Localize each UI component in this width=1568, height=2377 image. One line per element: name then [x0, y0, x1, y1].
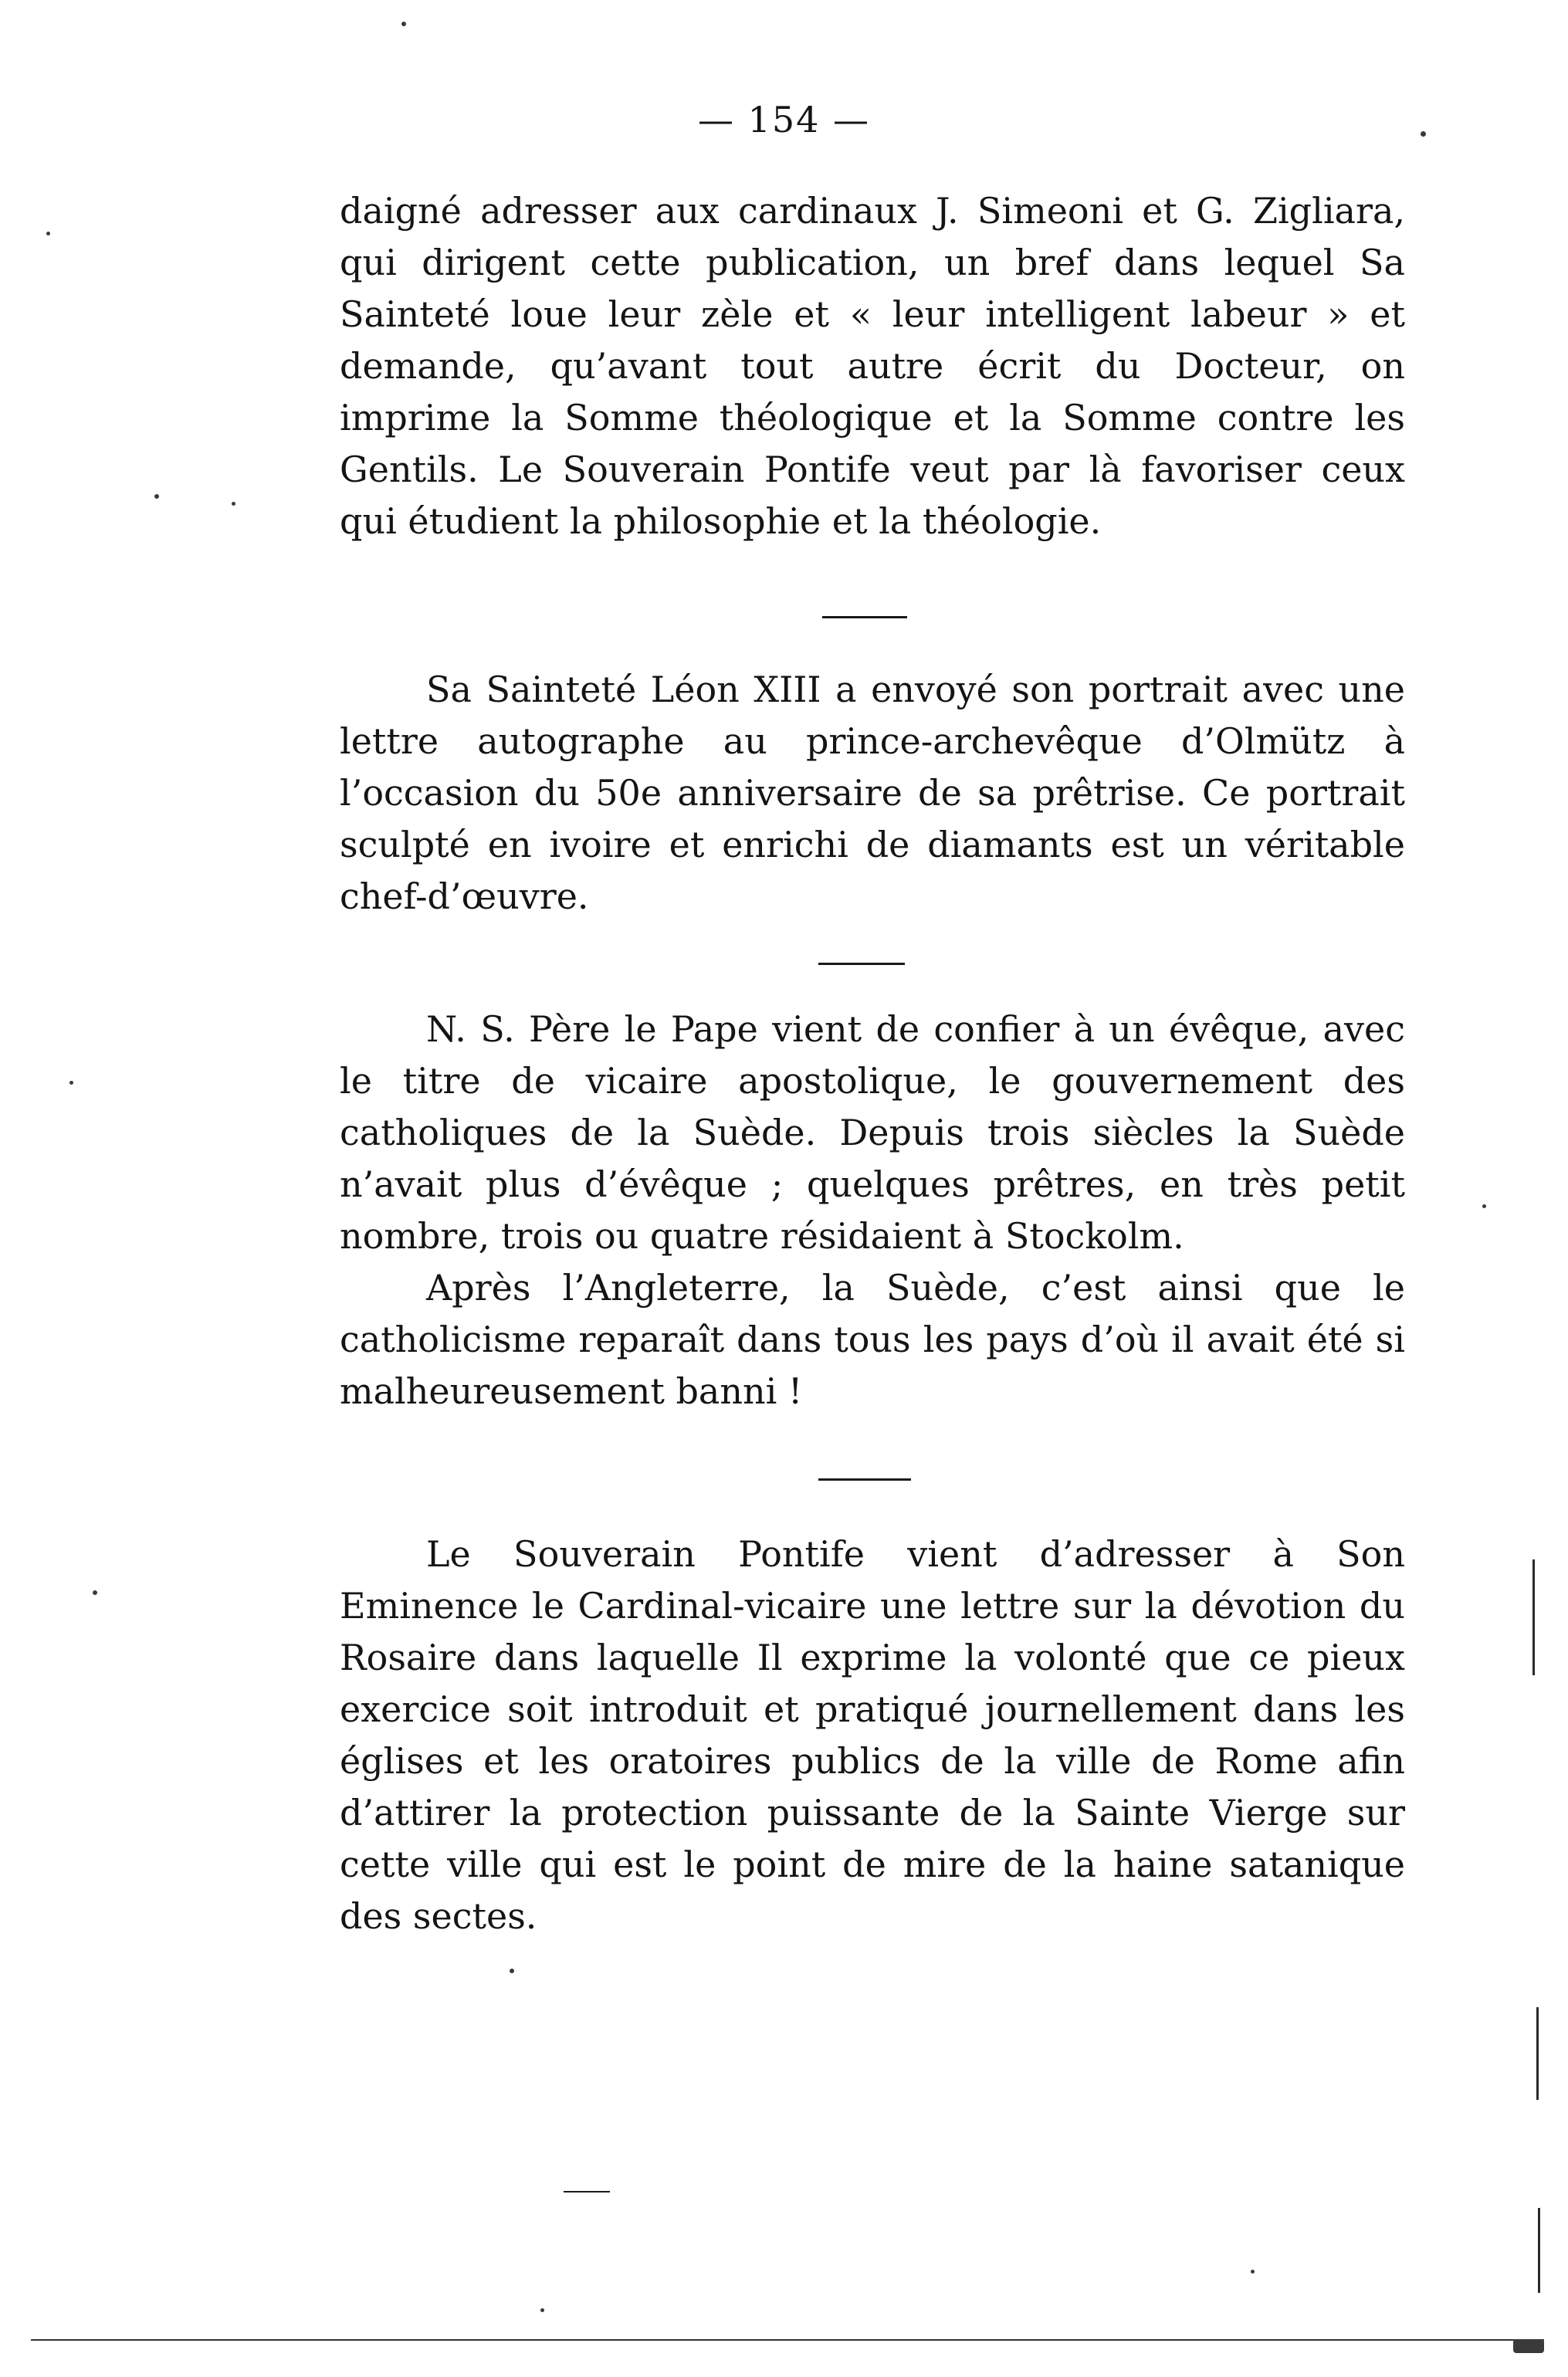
paragraph-5: Le Souverain Pontife vient d’adresser à Son Eminence le Cardinal-vicaire une lettre sur la dévotion du Rosaire dans laquelle Il exprime la volonté que ce pieux exercice soit introduit et pratiqué journellement dans les églises et les oratoires publics de la ville de Rome afin d’attirer la protection puissante de la Sainte Vierge sur cette ville qui est le point de mire de la haine satanique des sectes.: [340, 1533, 1405, 1937]
paragraph-block-1: [340, 185, 1405, 547]
margin-mark: [1532, 1559, 1535, 1675]
paragraph-block-2: [340, 664, 1405, 923]
scan-speck: [1482, 1204, 1486, 1208]
scan-speck: [510, 1969, 514, 1973]
paragraph-block-4: [340, 1529, 1405, 1942]
scan-speck: [154, 494, 159, 499]
scan-speck: [93, 1590, 97, 1595]
scan-speck: [69, 1081, 73, 1085]
paragraph-2: Sa Sainteté Léon XIII a envoyé son portrait avec une lettre autographe au prince-archevêque d’Olmütz à l’occasion du 50e anniversaire de sa prêtrise. Ce portrait sculpté en ivoire et enrichi de diamants est un véritable chef-d’œuvre.: [340, 669, 1405, 917]
scan-speck: [232, 502, 235, 506]
separator-1: [822, 616, 907, 618]
scan-speck: [540, 2308, 544, 2312]
paragraph-block-3: [340, 1004, 1405, 1417]
stray-dash: [564, 2191, 610, 2192]
scan-speck: [401, 22, 406, 26]
page-number: — 154 —: [697, 99, 871, 141]
paragraph-4: Après l’Angleterre, la Suède, c’est ainsi que le catholicisme reparaît dans tous les pays d’où il avait été si malheureusement banni !: [340, 1267, 1405, 1412]
separator-3: [818, 1478, 911, 1481]
scan-speck: [46, 232, 50, 235]
margin-mark: [1536, 2007, 1539, 2100]
paragraph-3: N. S. Père le Pape vient de confier à un évêque, avec le titre de vicaire apostolique, le gouvernement des catholiques de la Suède. Depuis trois siècles la Suède n’avait plus d’évêque ; quelques prêtres, en très petit nombre, trois ou quatre résidaient à Stockolm.: [340, 1008, 1405, 1257]
bottom-rule: [31, 2339, 1544, 2341]
paragraph-1: daigné adresser aux cardinaux J. Simeoni et G. Zigliara, qui dirigent cette publication, un bref dans lequel Sa Sainteté loue leur zèle et « leur intelligent labeur » et demande, qu’avant tout autre écrit du Docteur, on imprime la Somme théologique et la Somme contre les Gentils. Le Souverain Pontife veut par là favoriser ceux qui étudient la philosophie et la théologie.: [340, 190, 1405, 542]
scan-speck: [1251, 2270, 1255, 2274]
scan-speck: [1421, 131, 1426, 137]
separator-2: [818, 963, 905, 965]
scan-smudge: [1513, 2339, 1544, 2353]
margin-mark: [1538, 2208, 1540, 2293]
